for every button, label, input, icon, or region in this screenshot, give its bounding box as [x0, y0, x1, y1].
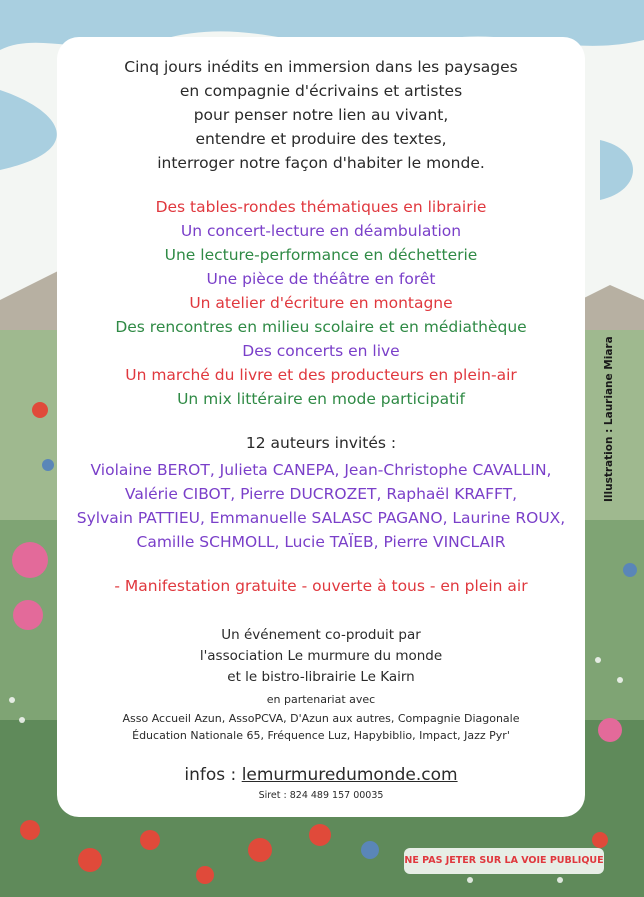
- authors-line: Valérie CIBOT, Pierre DUCROZET, Raphaël KRAFFT,: [124, 485, 518, 503]
- infos-line: [57, 765, 585, 785]
- coprod-line: l'association Le murmure du monde: [199, 648, 443, 664]
- activity-item: Des concerts en live: [242, 342, 400, 360]
- intro-line: entendre et produire des textes,: [195, 130, 447, 148]
- intro-line: en compagnie d'écrivains et artistes: [179, 82, 463, 100]
- intro-line: pour penser notre lien au vivant,: [193, 106, 449, 124]
- activity-item: Des rencontres en milieu scolaire et en médiathèque: [115, 318, 527, 336]
- partners-line: Éducation Nationale 65, Fréquence Luz, Hapybiblio, Impact, Jazz Pyr': [132, 729, 510, 742]
- activity-item: Un marché du livre et des producteurs en plein-air: [125, 366, 517, 384]
- activity-item: Un mix littéraire en mode participatif: [177, 390, 465, 408]
- coprod-line: et le bistro-librairie Le Kairn: [227, 669, 415, 685]
- intro-text: [57, 55, 585, 175]
- intro-line: interroger notre façon d'habiter le monde.: [157, 154, 485, 172]
- partners-heading: en partenariat avec: [266, 693, 376, 706]
- authors-line: Violaine BEROT, Julieta CANEPA, Jean-Christophe CAVALLIN,: [90, 461, 552, 479]
- info-card: [57, 37, 585, 817]
- illustration-credit: Illustration : Lauriane Miara: [603, 336, 615, 502]
- coproduction-text: [57, 625, 585, 688]
- activity-item: Des tables-rondes thématiques en librairie: [155, 198, 487, 216]
- authors-list: [57, 458, 585, 554]
- authors-line: Camille SCHMOLL, Lucie TAÏEB, Pierre VINCLAIR: [136, 533, 506, 551]
- activity-item: Un concert-lecture en déambulation: [180, 222, 462, 240]
- coprod-line: Un événement co-produit par: [221, 627, 421, 643]
- website-link[interactable]: lemurmuredumonde.com: [241, 765, 458, 785]
- authors-heading: 12 auteurs invités :: [245, 434, 397, 452]
- siret-number: Siret : 824 489 157 00035: [258, 790, 384, 801]
- intro-line: Cinq jours inédits en immersion dans les paysages: [124, 58, 518, 76]
- free-event-notice: - Manifestation gratuite - ouverte à tous - en plein air: [114, 577, 528, 595]
- partners-line: Asso Accueil Azun, AssoPCVA, D'Azun aux autres, Compagnie Diagonale: [122, 712, 520, 725]
- activities-list: [57, 195, 585, 411]
- activity-item: Une pièce de théâtre en forêt: [206, 270, 436, 288]
- infos-label: infos :: [184, 765, 242, 785]
- authors-line: Sylvain PATTIEU, Emmanuelle SALASC PAGANO, Laurine ROUX,: [76, 509, 566, 527]
- activity-item: Un atelier d'écriture en montagne: [189, 294, 453, 312]
- bottom-notice: NE PAS JETER SUR LA VOIE PUBLIQUE: [404, 848, 604, 874]
- activity-item: Une lecture-performance en déchetterie: [164, 246, 478, 264]
- partners-list: [57, 710, 585, 744]
